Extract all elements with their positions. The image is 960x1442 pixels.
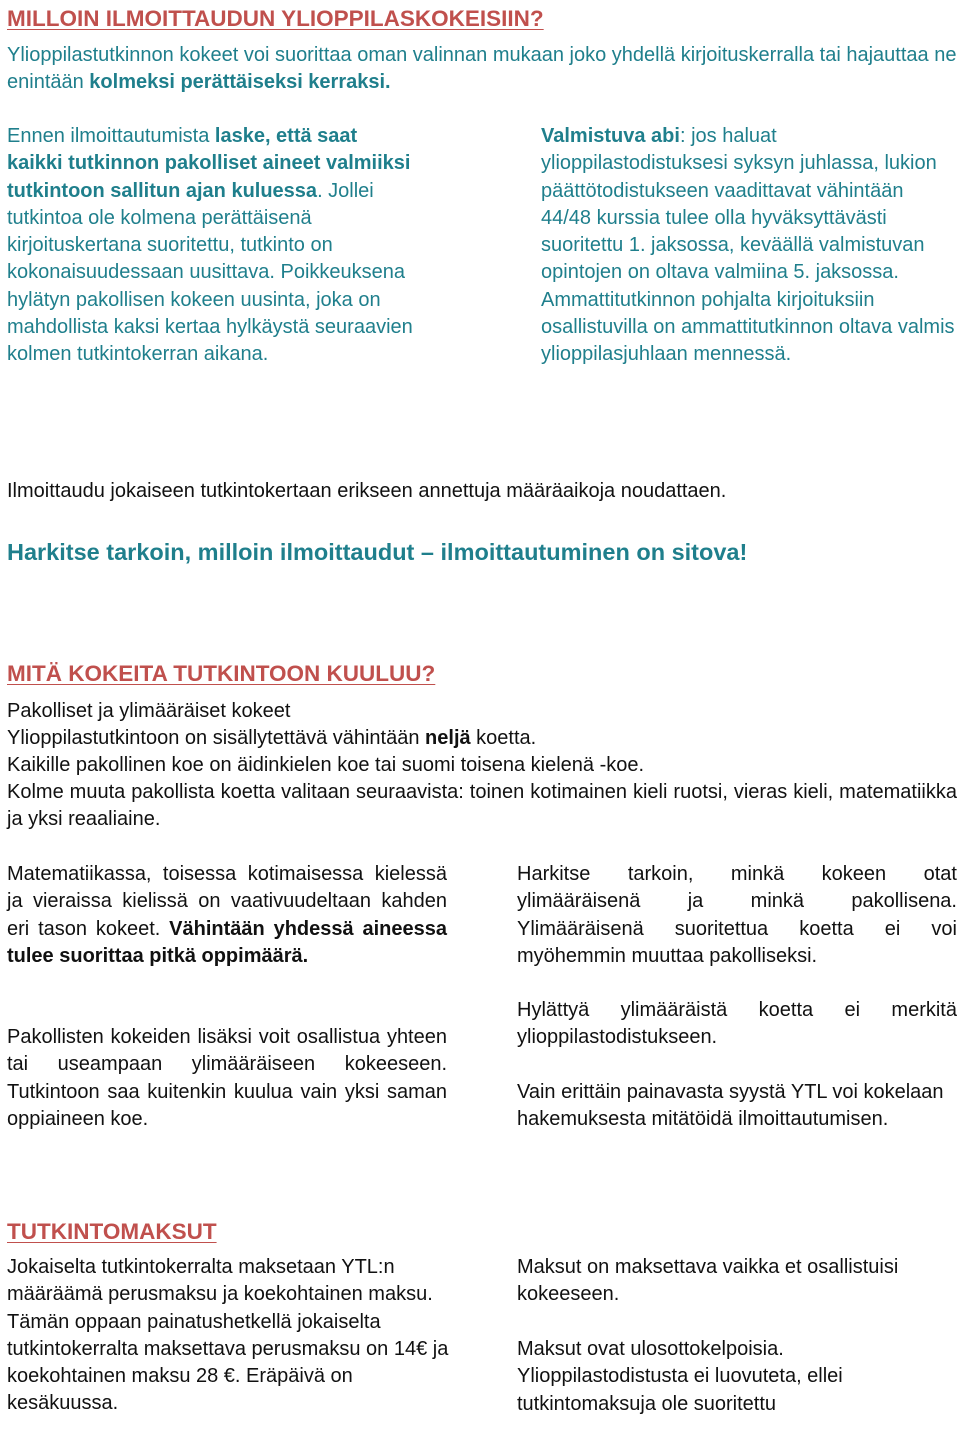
levels-text: Matematiikassa, toisessa kotimaisessa kielessä ja vieraissa kielissä on vaativuudeltaan kahden eri tason kokeet. bbox=[7, 863, 447, 940]
right-bold-1: Valmistuva abi bbox=[541, 125, 680, 147]
left-text-1: Ennen ilmoittautumista bbox=[7, 125, 215, 147]
fees-enforcement-paragraph: Maksut ovat ulosottokelpoisia. Ylioppilastodistusta ei luovuteta, ellei tutkintomaksuja ole suoritettu bbox=[517, 1338, 843, 1415]
exam-line-4: Kolme muuta pakollista koetta valitaan seuraavista: toinen kotimainen kieli ruotsi, vieras kieli, matematiikka ja yksi reaaliaine. bbox=[7, 781, 957, 831]
left-text-2: . Jollei tutkintoa ole kolmena perättäisenä kirjoituskertana suoritettu, tutkinto on kokonaisuudessaan uusittava. Poikkeuksena hylätyn pakollisen kokeen uusinta, joka on mahdollista kaksi kertaa hylkäystä seuraavien kolmen tutkintokerran aikana. bbox=[7, 179, 413, 366]
levels-paragraph bbox=[7, 861, 447, 970]
exam-line-2 bbox=[7, 725, 957, 752]
exam-line-2-end: koetta. bbox=[470, 727, 537, 749]
left-column-paragraph bbox=[7, 123, 417, 369]
fees-paragraph: Jokaiselta tutkintokerralta maksetaan YTL:n määräämä perusmaksu ja koekohtainen maksu. Tämän oppaan painatushetkellä jokaiselta tutkintokerralta maksettava perusmaksu on 14€ ja koekohtainen maksu 28 €. Eräpäivä on kesäkuussa. bbox=[7, 1256, 449, 1415]
heading-mita-kokeita: MITÄ KOKEITA TUTKINTOON KUULUU? bbox=[7, 661, 436, 686]
consider-paragraph: Harkitse tarkoin, minkä kokeen otat ylimääräisenä ja minkä pakollisena. Ylimääräisenä suoritettua koetta ei voi myöhemmin muuttaa pakolliseksi. bbox=[517, 863, 957, 967]
heading-milloin: MILLOIN ILMOITTAUDUN YLIOPPILASKOKEISIIN? bbox=[7, 6, 544, 31]
intro-text: Ylioppilastutkinnon kokeet voi suorittaa oman valinnan mukaan joko yhdellä kirjoituskerralla tai hajauttaa ne enintään bbox=[7, 44, 957, 94]
heading-tutkintomaksut: TUTKINTOMAKSUT bbox=[7, 1219, 217, 1244]
fees-obligation-paragraph: Maksut on maksettava vaikka et osallistuisi kokeeseen. bbox=[517, 1256, 899, 1306]
levels-bold: Vähintään yhdessä aineessa tulee suorittaa pitkä oppimäärä. bbox=[7, 917, 447, 967]
cancellation-paragraph: Vain erittäin painavasta syystä YTL voi kokelaan hakemuksesta mitätöidä ilmoittautumisen. bbox=[517, 1081, 944, 1131]
intro-paragraph bbox=[7, 42, 957, 97]
exam-line-2-bold: neljä bbox=[425, 727, 471, 749]
intro-bold: kolmeksi perättäiseksi kerraksi. bbox=[89, 71, 391, 94]
rejected-paragraph: Hylättyä ylimääräistä koetta ei merkitä ylioppilastodistukseen. bbox=[517, 999, 957, 1049]
exam-line-1: Pakolliset ja ylimääräiset kokeet bbox=[7, 700, 291, 722]
exam-line-3: Kaikille pakollinen koe on äidinkielen koe tai suomi toisena kielenä -koe. bbox=[7, 754, 645, 776]
binding-warning: Harkitse tarkoin, milloin ilmoittaudut – ilmoittautuminen on sitova! bbox=[7, 539, 748, 565]
extra-exams-paragraph: Pakollisten kokeiden lisäksi voit osallistua yhteen tai useampaan ylimääräiseen kokeeseen. Tutkintoon saa kuitenkin kuulua vain yksi saman oppiaineen koe. bbox=[7, 1026, 447, 1130]
exam-line-2-text: Ylioppilastutkintoon on sisällytettävä vähintään bbox=[7, 727, 426, 749]
right-text-1: : jos haluat ylioppilastodistuksesi syksyn juhlassa, lukion päättötodistukseen vaadittavat vähintään 44/48 kurssia tulee olla hyväksyttävästi suoritettu 1. jaksossa, keväällä valmistuvan opintojen on oltava valmiina 5. jaksossa. Ammattitutkinnon pohjalta kirjoituksiin osallistuvilla on ammattitutkinnon oltava valmis ylioppilasjuhlaan mennessä. bbox=[541, 125, 955, 366]
right-column-paragraph bbox=[541, 123, 956, 369]
deadline-note: Ilmoittaudu jokaiseen tutkintokertaan erikseen annettuja määräaikoja noudattaen. bbox=[7, 480, 727, 502]
left-bold-1: laske, että saat kaikki tutkinnon pakolliset aineet valmiiksi tutkintoon sallitun ajan kuluessa bbox=[7, 125, 411, 202]
